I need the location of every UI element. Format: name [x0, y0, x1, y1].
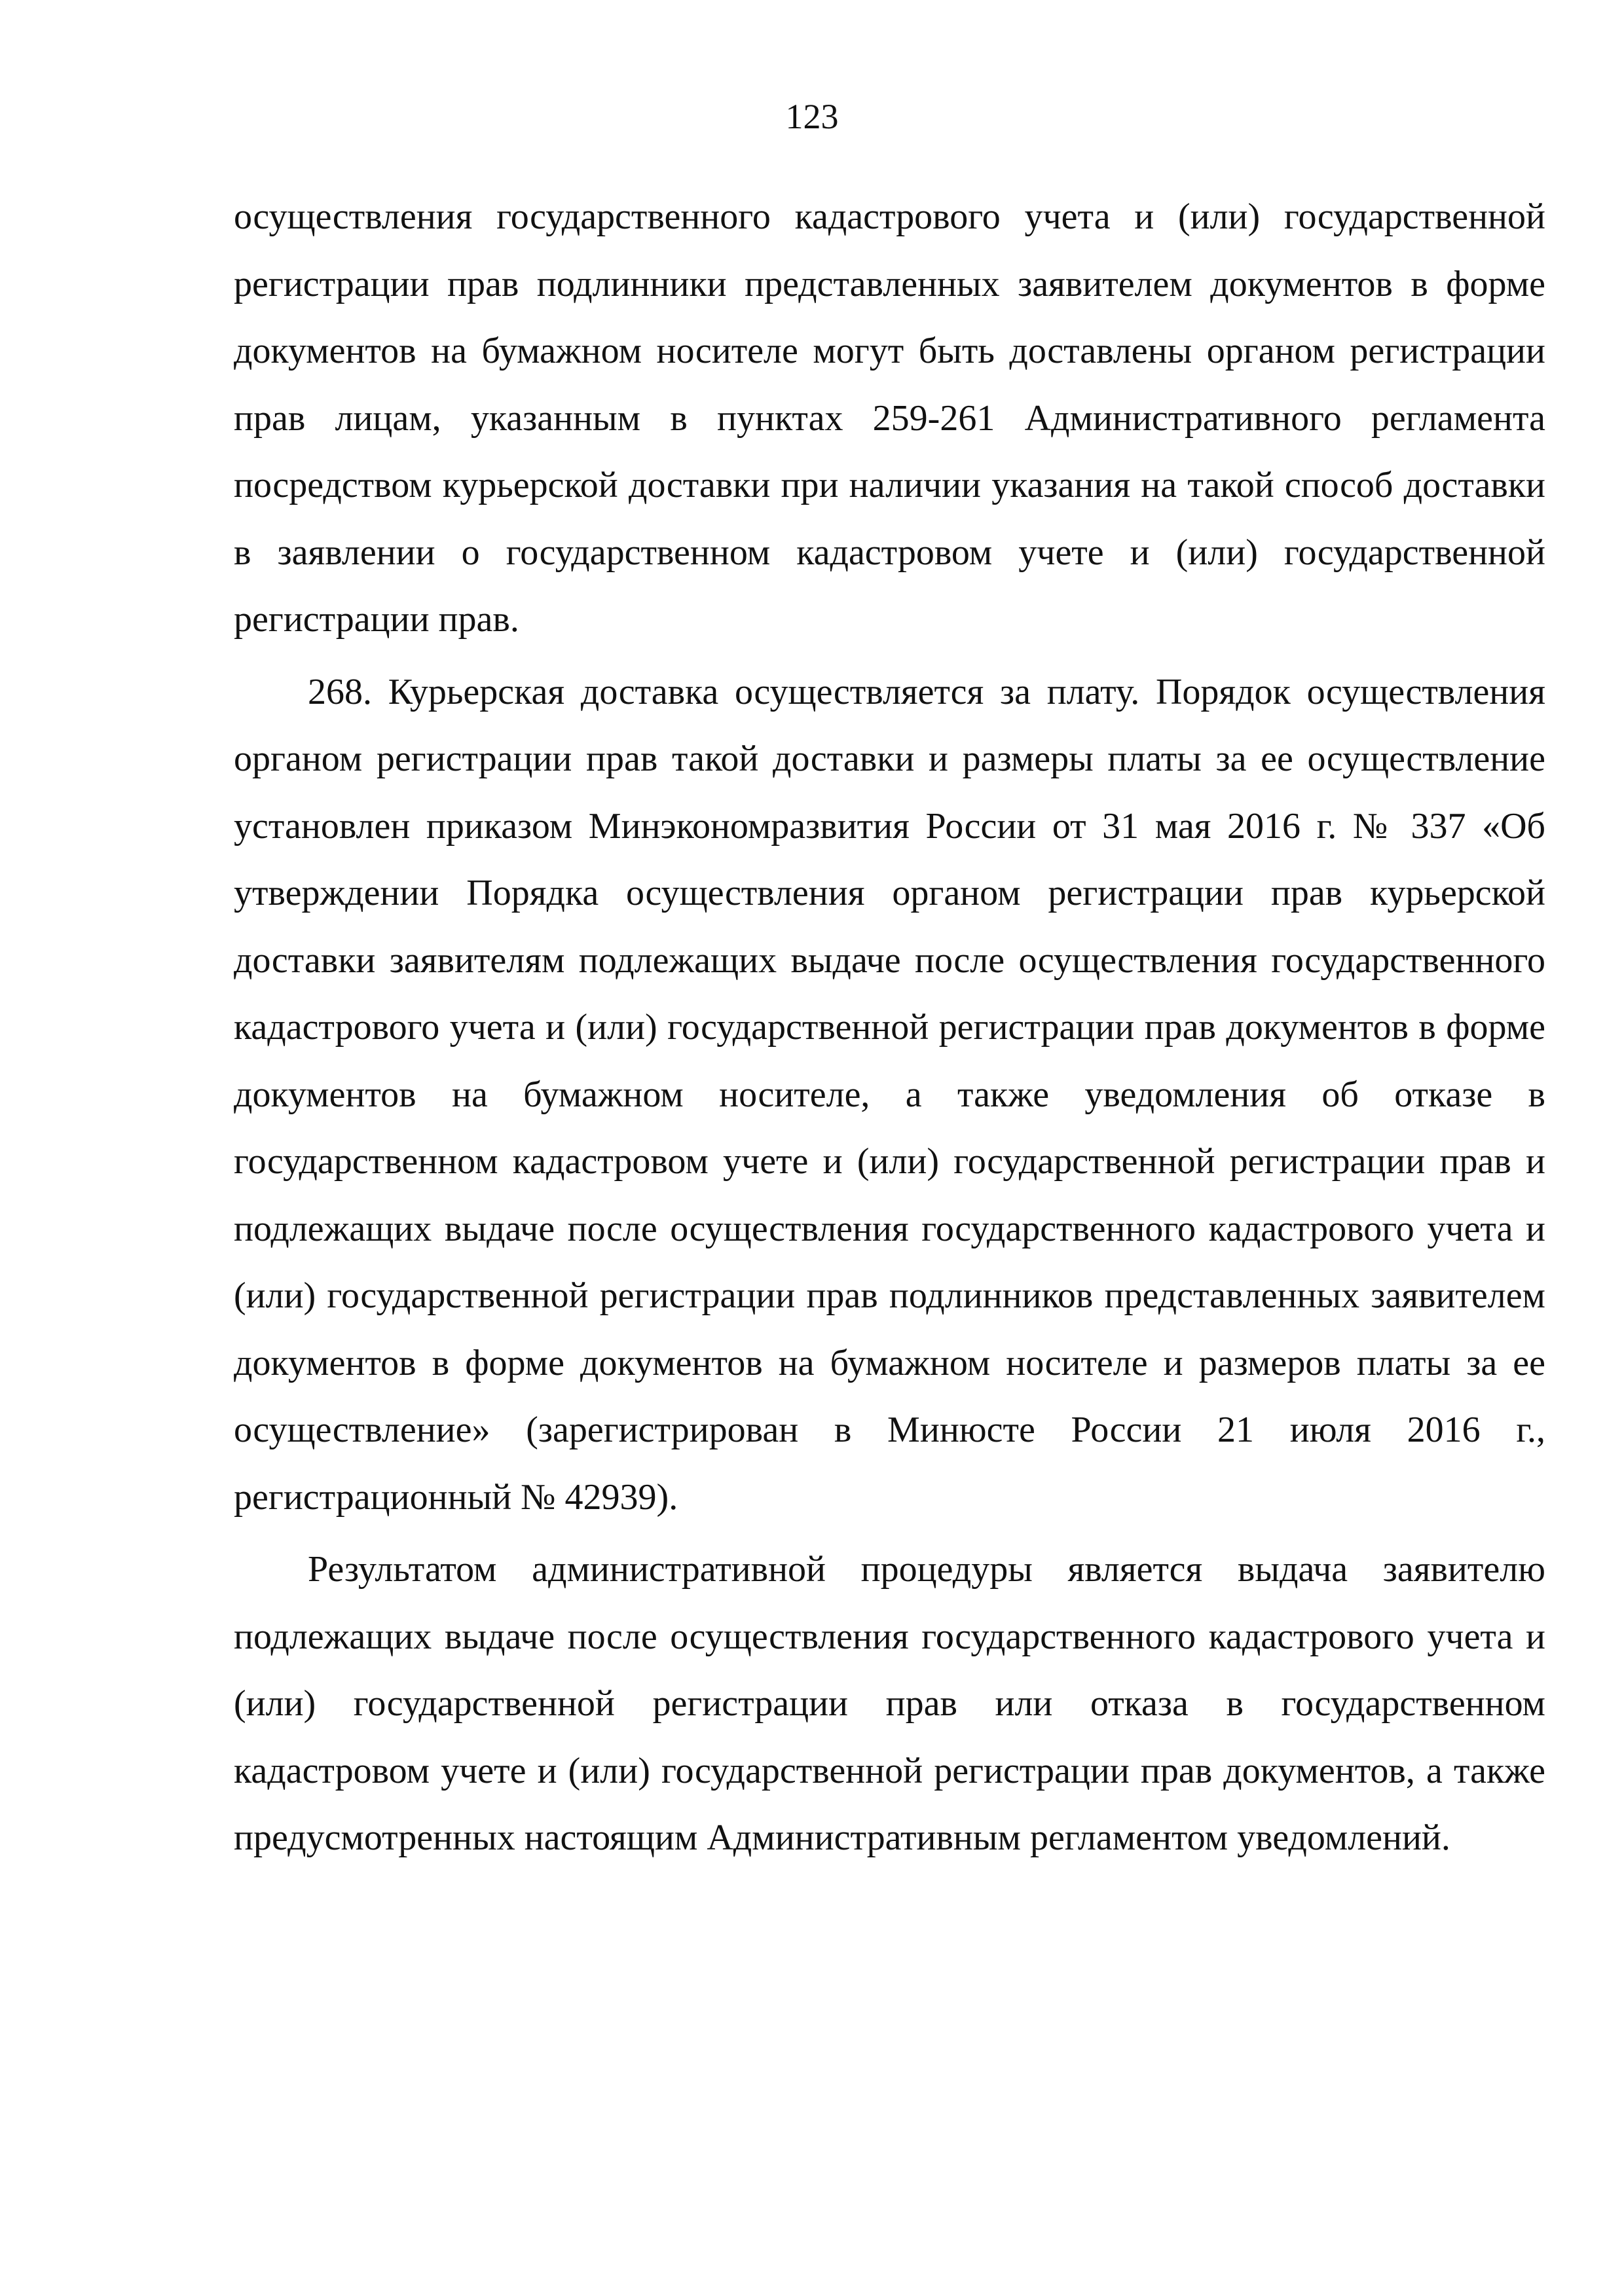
paragraph-268: 268. Курьерская доставка осуществляется за плату. Порядок осуществления органом регистрации прав такой доставки и размеры платы за ее осуществление установлен приказом Минэкономразвития России от 31 мая 2016 г. № 337 «Об утверждении Порядка осуществления органом регистрации прав курьерской доставки заявителям подлежащих выдаче после осуществления государственного кадастрового учета и (или) государственной регистрации прав документов в форме документов на бумажном носителе, а также уведомления об отказе в государственном кадастровом учете и (или) государственной регистрации прав и подлежащих выдаче после осуществления государственного кадастрового учета и (или) государственной регистрации прав подлинников представленных заявителем документов в форме документов на бумажном носителе и размеров платы за ее осуществление» (зарегистрирован в Минюсте России 21 июля 2016 г., регистрационный № 42939).: [234, 671, 1545, 1518]
paragraph-continuation: осуществления государственного кадастрового учета и (или) государственной регистрации прав подлинники представленных заявителем документов в форме документов на бумажном носителе могут быть доставлены органом регистрации прав лицам, указанным в пунктах 259-261 Административного регламента посредством курьерской доставки при наличии указания на такой способ доставки в заявлении о государственном кадастровом учете и (или) государственной регистрации прав.: [234, 196, 1545, 640]
page-number: 123: [785, 97, 839, 136]
document-body: [234, 183, 1545, 1872]
paragraph-result: Результатом административной процедуры является выдача заявителю подлежащих выдаче после осуществления государственного кадастрового учета и (или) государственной регистрации прав или отказа в государственном кадастровом учете и (или) государственной регистрации прав документов, а также предусмотренных настоящим Административным регламентом уведомлений.: [234, 1549, 1545, 1858]
